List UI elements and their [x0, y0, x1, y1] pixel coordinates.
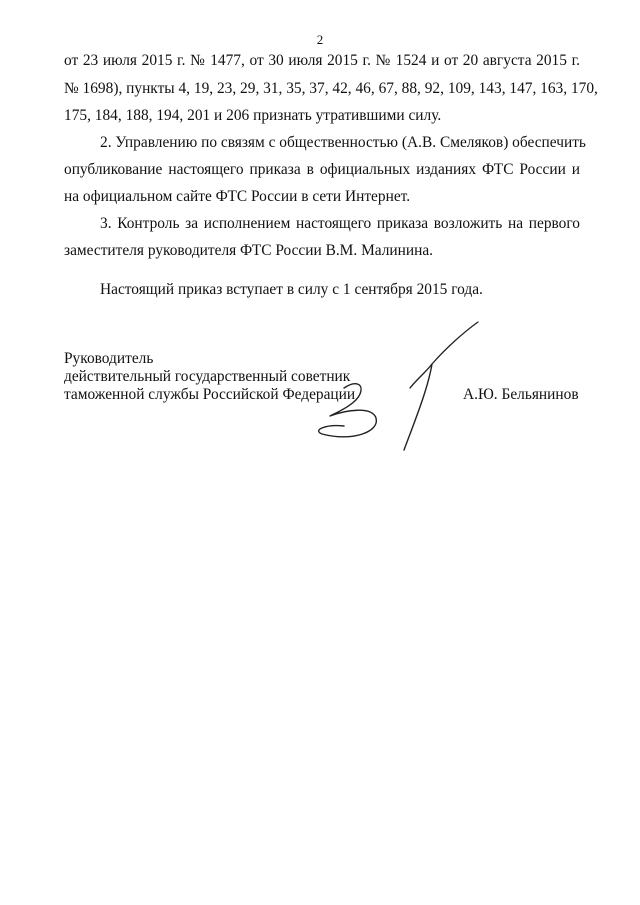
body-line: на официальном сайте ФТС России в сети Интернет. [64, 188, 411, 205]
body-line: заместителя руководителя ФТС России В.М. Малинина. [64, 242, 434, 259]
body-line: от 23 июля 2015 г. № 1477, от 30 июля 2015 г. № 1524 и от 20 августа 2015 г. [64, 52, 580, 69]
page-number: 2 [316, 32, 324, 47]
signatory-position-line: таможенной службы Российской Федерации [64, 386, 356, 403]
body-line: 175, 184, 188, 194, 201 и 206 признать утратившими силу. [64, 107, 442, 124]
body-line: № 1698), пункты 4, 19, 23, 29, 31, 35, 37, 42, 46, 67, 88, 92, 109, 143, 147, 163, 170, [64, 80, 598, 97]
body-line: опубликование настоящего приказа в официальных изданиях ФТС России и [64, 161, 580, 178]
paragraph-3-start: 3. Контроль за исполнением настоящего приказа возложить на первого [100, 215, 580, 232]
signatory-position-line: действительный государственный советник [64, 368, 351, 385]
paragraph-2-start: 2. Управлению по связям с общественностью (А.В. Смеляков) обеспечить [100, 134, 586, 151]
signatory-position-line: Руководитель [64, 350, 154, 367]
signatory-name: А.Ю. Бельянинов [463, 386, 579, 403]
effective-date-statement: Настоящий приказ вступает в силу с 1 сентября 2015 года. [100, 281, 483, 298]
